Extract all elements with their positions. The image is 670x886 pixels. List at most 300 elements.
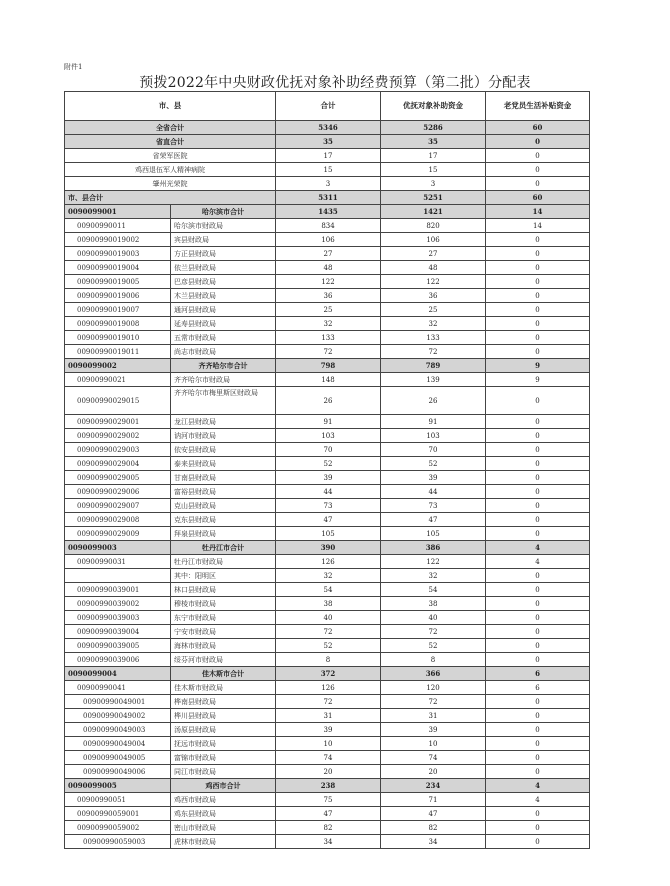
cell-veteran-party: 0 (486, 331, 590, 345)
county-item-row (65, 513, 590, 527)
cell-preferential: 820 (381, 219, 486, 233)
county-code: 00900990051 (65, 793, 171, 807)
cell-preferential: 82 (381, 821, 486, 835)
county-name: 富锦市财政局 (171, 751, 276, 765)
county-item-row (65, 373, 590, 387)
county-name: 尚志市财政局 (171, 345, 276, 359)
county-name: 鸡西市财政局 (171, 793, 276, 807)
city-code: 0090099002 (65, 359, 171, 373)
cell-veteran-party: 0 (486, 387, 590, 415)
city-subtotal-label: 齐齐哈尔市合计 (171, 359, 276, 373)
county-item-row (65, 611, 590, 625)
cell-preferential: 74 (381, 751, 486, 765)
city-code: 0090099005 (65, 779, 171, 793)
header-region: 市、县 (65, 92, 276, 121)
county-code: 00900990019006 (65, 289, 171, 303)
cell-veteran-party: 0 (486, 625, 590, 639)
county-code: 00900990059003 (65, 835, 171, 849)
cell-total: 39 (276, 723, 381, 737)
cell-total: 35 (276, 135, 381, 149)
cell-preferential: 1421 (381, 205, 486, 219)
cell-preferential: 52 (381, 457, 486, 471)
cell-preferential: 106 (381, 233, 486, 247)
county-name: 泰来县财政局 (171, 457, 276, 471)
county-item-row (65, 597, 590, 611)
county-code: 00900990029008 (65, 513, 171, 527)
county-code: 00900990029001 (65, 415, 171, 429)
cell-veteran-party: 0 (486, 597, 590, 611)
cell-total: 238 (276, 779, 381, 793)
county-code (65, 569, 171, 583)
county-name: 牡丹江市财政局 (171, 555, 276, 569)
cell-preferential: 48 (381, 261, 486, 275)
county-item-row (65, 625, 590, 639)
cell-total: 105 (276, 527, 381, 541)
county-code: 00900990049005 (65, 751, 171, 765)
county-item-row (65, 723, 590, 737)
cell-preferential: 71 (381, 793, 486, 807)
row-label: 全省合计 (65, 121, 276, 135)
county-name: 讷河市财政局 (171, 429, 276, 443)
cell-preferential: 5251 (381, 191, 486, 205)
county-name: 拜泉县财政局 (171, 527, 276, 541)
cell-total: 8 (276, 653, 381, 667)
county-item-row (65, 317, 590, 331)
county-name: 龙江县财政局 (171, 415, 276, 429)
cell-preferential: 72 (381, 625, 486, 639)
county-name: 宾县财政局 (171, 233, 276, 247)
cell-veteran-party: 0 (486, 639, 590, 653)
cell-preferential: 40 (381, 611, 486, 625)
county-name: 齐齐哈尔市财政局 (171, 373, 276, 387)
cell-total: 75 (276, 793, 381, 807)
cell-preferential: 105 (381, 527, 486, 541)
cell-total: 72 (276, 625, 381, 639)
cell-veteran-party: 0 (486, 443, 590, 457)
cell-total: 52 (276, 639, 381, 653)
cell-total: 372 (276, 667, 381, 681)
county-item-row (65, 737, 590, 751)
county-code: 00900990019008 (65, 317, 171, 331)
county-name: 克东县财政局 (171, 513, 276, 527)
cell-preferential: 54 (381, 583, 486, 597)
cell-total: 72 (276, 695, 381, 709)
row-label: 省直合计 (65, 135, 276, 149)
city-subtotal-row (65, 667, 590, 681)
county-item-row (65, 695, 590, 709)
cell-total: 20 (276, 765, 381, 779)
county-item-row (65, 331, 590, 345)
cell-veteran-party: 6 (486, 681, 590, 695)
cell-total: 34 (276, 835, 381, 849)
county-item-row (65, 443, 590, 457)
county-name: 巴彦县财政局 (171, 275, 276, 289)
cell-total: 390 (276, 541, 381, 555)
cell-total: 15 (276, 163, 381, 177)
county-code: 00900990029003 (65, 443, 171, 457)
header-preferential: 优抚对象补助资金 (381, 92, 486, 121)
county-name: 虎林市财政局 (171, 835, 276, 849)
city-subtotal-row (65, 779, 590, 793)
county-name: 东宁市财政局 (171, 611, 276, 625)
city-code: 0090099004 (65, 667, 171, 681)
county-item-row (65, 303, 590, 317)
cell-total: 32 (276, 569, 381, 583)
county-item-row (65, 485, 590, 499)
county-item-row (65, 639, 590, 653)
attachment-label: 附件1 (64, 63, 83, 71)
county-name: 佳木斯市财政局 (171, 681, 276, 695)
cell-preferential: 38 (381, 597, 486, 611)
cell-preferential: 122 (381, 275, 486, 289)
city-subtotal-label: 鸡西市合计 (171, 779, 276, 793)
cell-total: 72 (276, 345, 381, 359)
cell-preferential: 17 (381, 149, 486, 163)
cell-total: 126 (276, 555, 381, 569)
county-code: 00900990019004 (65, 261, 171, 275)
county-code: 00900990019002 (65, 233, 171, 247)
cell-preferential: 10 (381, 737, 486, 751)
cell-total: 26 (276, 387, 381, 415)
cell-veteran-party: 0 (486, 835, 590, 849)
cell-preferential: 47 (381, 807, 486, 821)
cell-veteran-party: 0 (486, 247, 590, 261)
city-county-total-row (65, 191, 590, 205)
document-title: 预拨2022年中央财政优抚对象补助经费预算（第二批）分配表 (139, 75, 531, 91)
county-name: 富裕县财政局 (171, 485, 276, 499)
cell-preferential: 26 (381, 387, 486, 415)
cell-veteran-party: 0 (486, 751, 590, 765)
cell-veteran-party: 6 (486, 667, 590, 681)
city-subtotal-row (65, 541, 590, 555)
county-item-row (65, 569, 590, 583)
cell-preferential: 27 (381, 247, 486, 261)
cell-veteran-party: 0 (486, 765, 590, 779)
cell-veteran-party: 0 (486, 303, 590, 317)
county-code: 00900990011 (65, 219, 171, 233)
county-item-row (65, 527, 590, 541)
county-code: 00900990029002 (65, 429, 171, 443)
cell-total: 834 (276, 219, 381, 233)
county-code: 00900990041 (65, 681, 171, 695)
cell-veteran-party: 0 (486, 415, 590, 429)
cell-preferential: 122 (381, 555, 486, 569)
cell-total: 38 (276, 597, 381, 611)
county-code: 00900990049004 (65, 737, 171, 751)
county-code: 00900990049001 (65, 695, 171, 709)
allocation-table (64, 91, 590, 849)
county-item-row (65, 429, 590, 443)
row-label: 省荣军医院 (65, 149, 276, 163)
county-name: 木兰县财政局 (171, 289, 276, 303)
county-code: 00900990039004 (65, 625, 171, 639)
cell-preferential: 234 (381, 779, 486, 793)
cell-veteran-party: 0 (486, 653, 590, 667)
cell-preferential: 31 (381, 709, 486, 723)
cell-preferential: 36 (381, 289, 486, 303)
city-code: 0090099003 (65, 541, 171, 555)
cell-veteran-party: 0 (486, 569, 590, 583)
cell-total: 70 (276, 443, 381, 457)
direct-item-row (65, 163, 590, 177)
cell-veteran-party: 4 (486, 779, 590, 793)
county-code: 00900990039005 (65, 639, 171, 653)
county-code: 00900990039003 (65, 611, 171, 625)
county-item-row (65, 415, 590, 429)
city-subtotal-row (65, 205, 590, 219)
cell-veteran-party: 4 (486, 541, 590, 555)
county-code: 00900990019005 (65, 275, 171, 289)
cell-preferential: 73 (381, 499, 486, 513)
county-code: 00900990019010 (65, 331, 171, 345)
county-code: 00900990019007 (65, 303, 171, 317)
county-item-row (65, 233, 590, 247)
direct-item-row (65, 177, 590, 191)
cell-preferential: 366 (381, 667, 486, 681)
county-name: 通河县财政局 (171, 303, 276, 317)
cell-total: 48 (276, 261, 381, 275)
county-name: 密山市财政局 (171, 821, 276, 835)
county-name: 齐齐哈尔市梅里斯区财政局 (171, 387, 276, 415)
cell-veteran-party: 0 (486, 821, 590, 835)
city-code: 0090099001 (65, 205, 171, 219)
cell-preferential: 8 (381, 653, 486, 667)
direct-total-row (65, 135, 590, 149)
county-item-row (65, 247, 590, 261)
county-item-row (65, 289, 590, 303)
cell-veteran-party: 0 (486, 261, 590, 275)
county-item-row (65, 653, 590, 667)
cell-preferential: 35 (381, 135, 486, 149)
header-veteran-party: 老党员生活补贴资金 (486, 92, 590, 121)
cell-total: 126 (276, 681, 381, 695)
county-item-row (65, 751, 590, 765)
cell-preferential: 103 (381, 429, 486, 443)
cell-preferential: 34 (381, 835, 486, 849)
cell-total: 5346 (276, 121, 381, 135)
cell-total: 122 (276, 275, 381, 289)
cell-preferential: 3 (381, 177, 486, 191)
cell-veteran-party: 9 (486, 359, 590, 373)
cell-total: 798 (276, 359, 381, 373)
cell-total: 54 (276, 583, 381, 597)
cell-veteran-party: 14 (486, 219, 590, 233)
cell-veteran-party: 0 (486, 737, 590, 751)
row-label: 市、县合计 (65, 191, 276, 205)
cell-veteran-party: 9 (486, 373, 590, 387)
cell-veteran-party: 14 (486, 205, 590, 219)
county-code: 00900990019011 (65, 345, 171, 359)
county-name: 穆棱市财政局 (171, 597, 276, 611)
cell-veteran-party: 0 (486, 289, 590, 303)
county-name: 鸡东县财政局 (171, 807, 276, 821)
city-subtotal-row (65, 359, 590, 373)
cell-preferential: 39 (381, 471, 486, 485)
cell-veteran-party: 0 (486, 457, 590, 471)
county-item-row (65, 499, 590, 513)
cell-preferential: 52 (381, 639, 486, 653)
county-code: 00900990029004 (65, 457, 171, 471)
county-code: 00900990029005 (65, 471, 171, 485)
county-item-row (65, 457, 590, 471)
county-item-row (65, 345, 590, 359)
county-item-row (65, 387, 590, 415)
cell-total: 39 (276, 471, 381, 485)
county-name: 依兰县财政局 (171, 261, 276, 275)
county-name: 桦南县财政局 (171, 695, 276, 709)
county-name: 五常市财政局 (171, 331, 276, 345)
county-code: 00900990029009 (65, 527, 171, 541)
county-code: 00900990039006 (65, 653, 171, 667)
cell-preferential: 25 (381, 303, 486, 317)
county-item-row (65, 681, 590, 695)
county-code: 00900990049006 (65, 765, 171, 779)
county-name: 汤原县财政局 (171, 723, 276, 737)
county-code: 00900990049003 (65, 723, 171, 737)
county-code: 00900990029007 (65, 499, 171, 513)
cell-total: 148 (276, 373, 381, 387)
cell-veteran-party: 0 (486, 485, 590, 499)
cell-total: 47 (276, 513, 381, 527)
cell-preferential: 91 (381, 415, 486, 429)
cell-preferential: 139 (381, 373, 486, 387)
cell-preferential: 5286 (381, 121, 486, 135)
county-code: 00900990029015 (65, 387, 171, 415)
county-item-row (65, 275, 590, 289)
cell-total: 36 (276, 289, 381, 303)
county-item-row (65, 821, 590, 835)
cell-veteran-party: 60 (486, 191, 590, 205)
cell-veteran-party: 0 (486, 499, 590, 513)
cell-veteran-party: 0 (486, 135, 590, 149)
county-code: 00900990049002 (65, 709, 171, 723)
cell-preferential: 386 (381, 541, 486, 555)
cell-veteran-party: 4 (486, 793, 590, 807)
county-item-row (65, 709, 590, 723)
county-name: 依安县财政局 (171, 443, 276, 457)
cell-preferential: 32 (381, 317, 486, 331)
cell-veteran-party: 0 (486, 471, 590, 485)
cell-total: 44 (276, 485, 381, 499)
cell-total: 133 (276, 331, 381, 345)
cell-total: 52 (276, 457, 381, 471)
county-name: 其中：阳明区 (171, 569, 276, 583)
cell-preferential: 72 (381, 345, 486, 359)
cell-preferential: 20 (381, 765, 486, 779)
row-label: 鸡西退伍军人精神病院 (65, 163, 276, 177)
cell-total: 3 (276, 177, 381, 191)
province-total-row (65, 121, 590, 135)
cell-veteran-party: 0 (486, 163, 590, 177)
cell-preferential: 32 (381, 569, 486, 583)
county-code: 00900990031 (65, 555, 171, 569)
cell-veteran-party: 0 (486, 149, 590, 163)
cell-veteran-party: 0 (486, 429, 590, 443)
cell-total: 32 (276, 317, 381, 331)
cell-veteran-party: 0 (486, 513, 590, 527)
county-name: 桦川县财政局 (171, 709, 276, 723)
county-name: 宁安市财政局 (171, 625, 276, 639)
cell-veteran-party: 0 (486, 233, 590, 247)
cell-total: 73 (276, 499, 381, 513)
county-code: 00900990059002 (65, 821, 171, 835)
cell-veteran-party: 60 (486, 121, 590, 135)
cell-veteran-party: 0 (486, 275, 590, 289)
cell-veteran-party: 0 (486, 583, 590, 597)
cell-total: 47 (276, 807, 381, 821)
county-code: 00900990059001 (65, 807, 171, 821)
county-name: 克山县财政局 (171, 499, 276, 513)
county-name: 方正县财政局 (171, 247, 276, 261)
county-name: 抚远市财政局 (171, 737, 276, 751)
county-item-row (65, 793, 590, 807)
cell-total: 25 (276, 303, 381, 317)
cell-total: 106 (276, 233, 381, 247)
table-header-row (65, 92, 590, 121)
header-total: 合计 (276, 92, 381, 121)
cell-total: 74 (276, 751, 381, 765)
county-code: 00900990019003 (65, 247, 171, 261)
city-subtotal-label: 哈尔滨市合计 (171, 205, 276, 219)
county-item-row (65, 471, 590, 485)
cell-total: 40 (276, 611, 381, 625)
cell-preferential: 133 (381, 331, 486, 345)
county-name: 海林市财政局 (171, 639, 276, 653)
cell-preferential: 44 (381, 485, 486, 499)
county-item-row (65, 835, 590, 849)
cell-total: 1435 (276, 205, 381, 219)
cell-total: 5311 (276, 191, 381, 205)
county-code: 00900990029006 (65, 485, 171, 499)
county-name: 延寿县财政局 (171, 317, 276, 331)
city-subtotal-label: 牡丹江市合计 (171, 541, 276, 555)
row-label: 肇州光荣院 (65, 177, 276, 191)
county-name: 同江市财政局 (171, 765, 276, 779)
cell-total: 82 (276, 821, 381, 835)
county-item-row (65, 555, 590, 569)
cell-veteran-party: 0 (486, 527, 590, 541)
cell-preferential: 15 (381, 163, 486, 177)
cell-total: 91 (276, 415, 381, 429)
county-code: 00900990039001 (65, 583, 171, 597)
county-code: 00900990039002 (65, 597, 171, 611)
cell-preferential: 47 (381, 513, 486, 527)
cell-veteran-party: 0 (486, 611, 590, 625)
cell-veteran-party: 0 (486, 709, 590, 723)
county-item-row (65, 583, 590, 597)
county-code: 00900990021 (65, 373, 171, 387)
cell-veteran-party: 0 (486, 723, 590, 737)
cell-veteran-party: 4 (486, 555, 590, 569)
cell-total: 27 (276, 247, 381, 261)
county-name: 甘南县财政局 (171, 471, 276, 485)
cell-total: 10 (276, 737, 381, 751)
cell-total: 31 (276, 709, 381, 723)
cell-preferential: 72 (381, 695, 486, 709)
county-item-row (65, 219, 590, 233)
cell-total: 17 (276, 149, 381, 163)
cell-preferential: 789 (381, 359, 486, 373)
cell-preferential: 120 (381, 681, 486, 695)
cell-preferential: 39 (381, 723, 486, 737)
cell-veteran-party: 0 (486, 695, 590, 709)
county-item-row (65, 765, 590, 779)
county-name: 绥芬河市财政局 (171, 653, 276, 667)
cell-veteran-party: 0 (486, 807, 590, 821)
cell-veteran-party: 0 (486, 317, 590, 331)
direct-item-row (65, 149, 590, 163)
cell-veteran-party: 0 (486, 177, 590, 191)
